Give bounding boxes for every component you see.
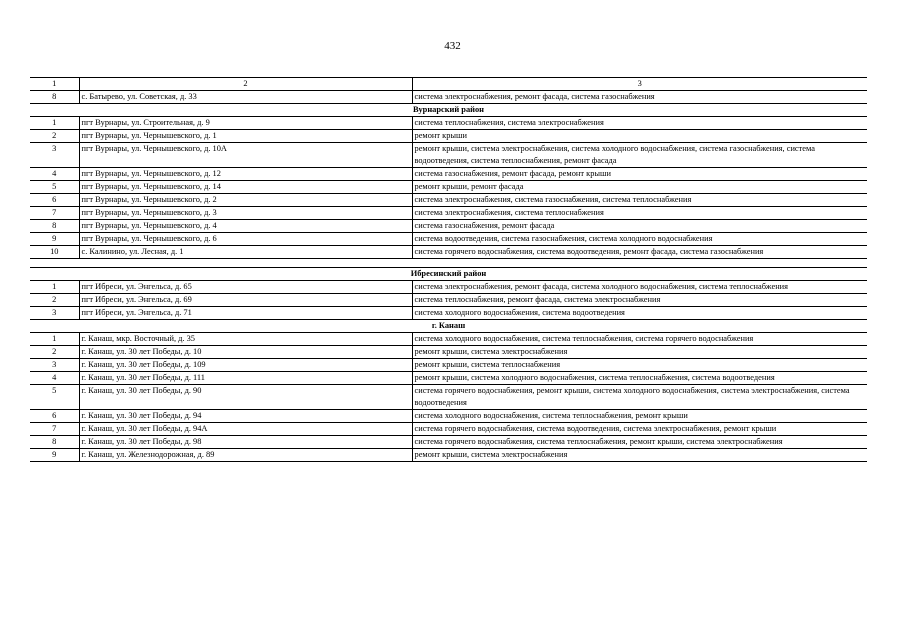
- table-row: [30, 294, 867, 307]
- repair-works: система холодного водоснабжения, система теплоснабжения, система горячего водоснабжения: [412, 333, 867, 346]
- table-row: [30, 117, 867, 130]
- row-number: 3: [30, 359, 79, 372]
- section-header-row: [30, 320, 867, 333]
- repair-works: система холодного водоснабжения, система водоотведения: [412, 307, 867, 320]
- table-row: [30, 281, 867, 294]
- row-number: 1: [30, 117, 79, 130]
- repair-works: система электроснабжения, система газоснабжения, система теплоснабжения: [412, 194, 867, 207]
- building-address: г. Канаш, ул. 30 лет Победы, д. 94А: [79, 423, 412, 436]
- table-row: [30, 359, 867, 372]
- building-address: г. Канаш, ул. 30 лет Победы, д. 109: [79, 359, 412, 372]
- row-number: 8: [30, 220, 79, 233]
- table-row: [30, 449, 867, 462]
- building-address: г. Канаш, ул. 30 лет Победы, д. 111: [79, 372, 412, 385]
- repair-works: ремонт крыши, система электроснабжения: [412, 346, 867, 359]
- table-row: [30, 423, 867, 436]
- repair-works: система горячего водоснабжения, система водоотведения, ремонт фасада, система газоснабжения: [412, 246, 867, 259]
- table-row: [30, 385, 867, 410]
- row-number: 2: [30, 294, 79, 307]
- building-address: с. Калинино, ул. Лесная, д. 1: [79, 246, 412, 259]
- row-number: 9: [30, 449, 79, 462]
- building-address: пгт Ибреси, ул. Энгельса, д. 65: [79, 281, 412, 294]
- table-row: [30, 346, 867, 359]
- row-number: 4: [30, 168, 79, 181]
- table-row: [30, 410, 867, 423]
- table-row: [30, 130, 867, 143]
- row-number: 8: [30, 436, 79, 449]
- repair-works: система газоснабжения, ремонт фасада: [412, 220, 867, 233]
- repair-works: система газоснабжения, ремонт фасада, ремонт крыши: [412, 168, 867, 181]
- table-row: [30, 207, 867, 220]
- building-address: пгт Вурнары, ул. Чернышевского, д. 4: [79, 220, 412, 233]
- row-number: 5: [30, 181, 79, 194]
- building-address: пгт Вурнары, ул. Чернышевского, д. 3: [79, 207, 412, 220]
- building-address: г. Канаш, мкр. Восточный, д. 35: [79, 333, 412, 346]
- row-number: 1: [30, 333, 79, 346]
- row-number: 2: [30, 130, 79, 143]
- row-number: 3: [30, 143, 79, 168]
- row-number: 5: [30, 385, 79, 410]
- row-number: 4: [30, 372, 79, 385]
- table-row: [30, 233, 867, 246]
- row-number: 9: [30, 233, 79, 246]
- repair-works: ремонт крыши, система теплоснабжения: [412, 359, 867, 372]
- row-number: 3: [30, 307, 79, 320]
- repair-works: ремонт крыши, система холодного водоснабжения, система теплоснабжения, система водоотведения: [412, 372, 867, 385]
- building-address: пгт Ибреси, ул. Энгельса, д. 69: [79, 294, 412, 307]
- section-header-row: [30, 268, 867, 281]
- table-row: [30, 168, 867, 181]
- building-address: пгт Вурнары, ул. Чернышевского, д. 14: [79, 181, 412, 194]
- building-address: пгт Вурнары, ул. Чернышевского, д. 1: [79, 130, 412, 143]
- table-row: [30, 372, 867, 385]
- repair-works: система горячего водоснабжения, ремонт крыши, система холодного водоснабжения, система электроснабжения, система водоотведения: [412, 385, 867, 410]
- spacer-row: [30, 259, 867, 268]
- table-row: [30, 143, 867, 168]
- row-number: 7: [30, 207, 79, 220]
- column-number-header: 1: [30, 78, 79, 91]
- repair-works: система горячего водоснабжения, система водоотведения, система электроснабжения, ремонт крыши: [412, 423, 867, 436]
- repair-works-table: [30, 77, 867, 462]
- repair-works: система электроснабжения, система теплоснабжения: [412, 207, 867, 220]
- building-address: пгт Вурнары, ул. Чернышевского, д. 12: [79, 168, 412, 181]
- table-row: [30, 91, 867, 104]
- repair-works: ремонт крыши, система электроснабжения, система холодного водоснабжения, система газоснабжения, система водоотведения, система теплоснабжения, ремонт фасада: [412, 143, 867, 168]
- column-works-header: 3: [412, 78, 867, 91]
- section-title: г. Канаш: [30, 320, 867, 333]
- building-address: г. Канаш, ул. 30 лет Победы, д. 94: [79, 410, 412, 423]
- table-row: [30, 194, 867, 207]
- building-address: пгт Ибреси, ул. Энгельса, д. 71: [79, 307, 412, 320]
- table-row: [30, 333, 867, 346]
- repair-works: система водоотведения, система газоснабжения, система холодного водоснабжения: [412, 233, 867, 246]
- building-address: пгт Вурнары, ул. Чернышевского, д. 6: [79, 233, 412, 246]
- building-address: г. Канаш, ул. 30 лет Победы, д. 10: [79, 346, 412, 359]
- repair-works: ремонт крыши: [412, 130, 867, 143]
- section-title: Ибресинский район: [30, 268, 867, 281]
- table-row: [30, 181, 867, 194]
- repair-works: ремонт крыши, ремонт фасада: [412, 181, 867, 194]
- table-row: [30, 436, 867, 449]
- repair-works: система теплоснабжения, система электроснабжения: [412, 117, 867, 130]
- repair-works: ремонт крыши, система электроснабжения: [412, 449, 867, 462]
- building-address: пгт Вурнары, ул. Строительная, д. 9: [79, 117, 412, 130]
- building-address: пгт Вурнары, ул. Чернышевского, д. 2: [79, 194, 412, 207]
- building-address: г. Канаш, ул. Железнодорожная, д. 89: [79, 449, 412, 462]
- table-header-row: [30, 78, 867, 91]
- building-address: с. Батырево, ул. Советская, д. 33: [79, 91, 412, 104]
- table-row: [30, 220, 867, 233]
- row-number: 1: [30, 281, 79, 294]
- table-row: [30, 307, 867, 320]
- section-title: Вурнарский район: [30, 104, 867, 117]
- page-number: 432: [444, 40, 461, 52]
- repair-works: система горячего водоснабжения, система теплоснабжения, ремонт крыши, система электроснабжения: [412, 436, 867, 449]
- row-number: 6: [30, 194, 79, 207]
- row-number: 6: [30, 410, 79, 423]
- repair-works: система электроснабжения, ремонт фасада, система газоснабжения: [412, 91, 867, 104]
- building-address: пгт Вурнары, ул. Чернышевского, д. 10А: [79, 143, 412, 168]
- row-number: 8: [30, 91, 79, 104]
- section-header-row: [30, 104, 867, 117]
- repair-works: система холодного водоснабжения, система теплоснабжения, ремонт крыши: [412, 410, 867, 423]
- row-number: 2: [30, 346, 79, 359]
- spacer-cell: [30, 259, 867, 268]
- row-number: 10: [30, 246, 79, 259]
- row-number: 7: [30, 423, 79, 436]
- repair-works: система электроснабжения, ремонт фасада, система холодного водоснабжения, система теплоснабжения: [412, 281, 867, 294]
- building-address: г. Канаш, ул. 30 лет Победы, д. 90: [79, 385, 412, 410]
- table-body: [30, 78, 867, 462]
- table-row: [30, 246, 867, 259]
- building-address: г. Канаш, ул. 30 лет Победы, д. 98: [79, 436, 412, 449]
- column-address-header: 2: [79, 78, 412, 91]
- repair-works: система теплоснабжения, ремонт фасада, система электроснабжения: [412, 294, 867, 307]
